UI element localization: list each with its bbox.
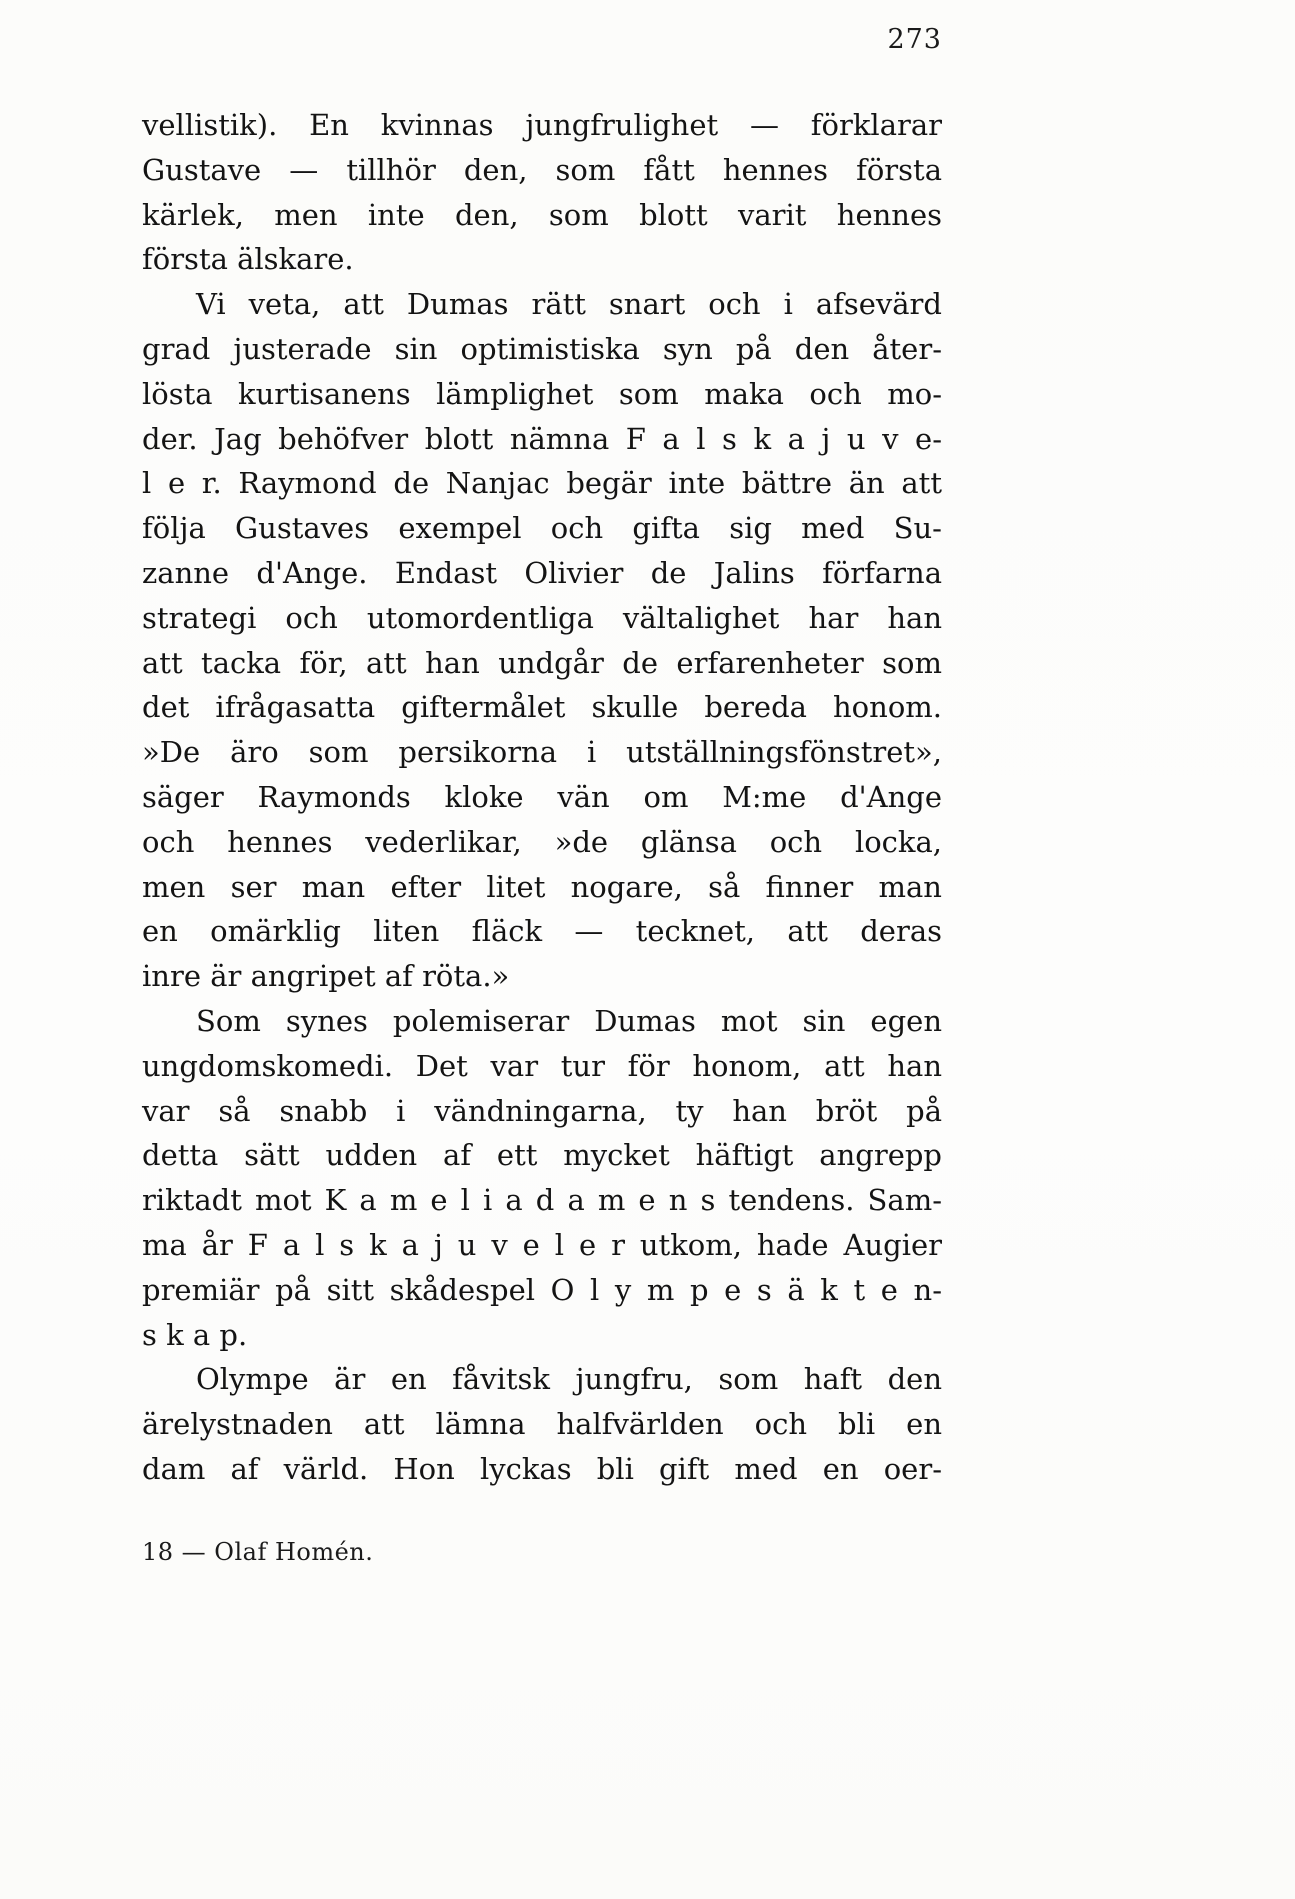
paragraph	[142, 282, 942, 999]
text-line: »De äro som persikorna i utställningsfönstret»,	[142, 735, 942, 770]
text-line: vellistik). En kvinnas jungfrulighet — förklarar	[142, 108, 942, 142]
paragraph	[142, 1357, 942, 1491]
text-line: var så snabb i vändningarna, ty han bröt på	[142, 1093, 942, 1128]
text-line: kärlek, men inte den, som blott varit hennes	[142, 197, 942, 232]
text-line: l e r. Raymond de Nanjac begär inte bättre än att	[142, 466, 942, 501]
text-line: Som synes polemiserar Dumas mot sin egen	[196, 1003, 942, 1038]
text-line: Vi veta, att Dumas rätt snart och i afsevärd	[196, 287, 942, 322]
text-line: men ser man efter litet nogare, så finner man	[142, 869, 942, 904]
text-block	[142, 103, 942, 1492]
text-line: ärelystnaden att lämna halfvärlden och bli en	[142, 1407, 942, 1442]
text-line: första älskare.	[142, 242, 354, 277]
text-line: lösta kurtisanens lämplighet som maka och mo-	[142, 376, 942, 411]
text-line: grad justerade sin optimistiska syn på den åter-	[142, 331, 942, 366]
text-line: Olympe är en fåvitsk jungfru, som haft den	[196, 1362, 942, 1397]
text-line: premiär på sitt skådespel O l y m p e s ä k t e n-	[142, 1272, 942, 1307]
text-line: strategi och utomordentliga vältalighet har han	[142, 600, 942, 635]
text-line: det ifrågasatta giftermålet skulle bereda honom.	[142, 690, 942, 725]
text-line: der. Jag behöfver blott nämna F a l s k a j u v e-	[142, 421, 942, 456]
text-line: ungdomskomedi. Det var tur för honom, att han	[142, 1048, 942, 1083]
text-line: följa Gustaves exempel och gifta sig med Su-	[142, 511, 942, 546]
text-line: Gustave — tillhör den, som fått hennes första	[142, 152, 942, 187]
footer-note: 18 — Olaf Homén.	[142, 1538, 374, 1566]
paragraph	[142, 999, 942, 1357]
page-number: 273	[887, 24, 942, 55]
text-line: inre är angripet af röta.»	[142, 959, 510, 994]
text-line: och hennes vederlikar, »de glänsa och locka,	[142, 824, 942, 859]
text-line: säger Raymonds kloke vän om M:me d'Ange	[142, 779, 942, 814]
text-line: en omärklig liten fläck — tecknet, att deras	[142, 914, 942, 949]
text-line: detta sätt udden af ett mycket häftigt angrepp	[142, 1138, 942, 1173]
text-line: zanne d'Ange. Endast Olivier de Jalins förfarna	[142, 555, 942, 590]
text-line: riktadt mot K a m e l i a d a m e n s tendens. Sam-	[142, 1183, 942, 1218]
text-line: att tacka för, att han undgår de erfarenheter som	[142, 645, 942, 680]
paragraph	[142, 103, 942, 282]
text-line: ma år F a l s k a j u v e l e r utkom, hade Augier	[142, 1227, 942, 1262]
text-line: dam af värld. Hon lyckas bli gift med en oer-	[142, 1451, 942, 1486]
text-line: s k a p.	[142, 1317, 248, 1352]
